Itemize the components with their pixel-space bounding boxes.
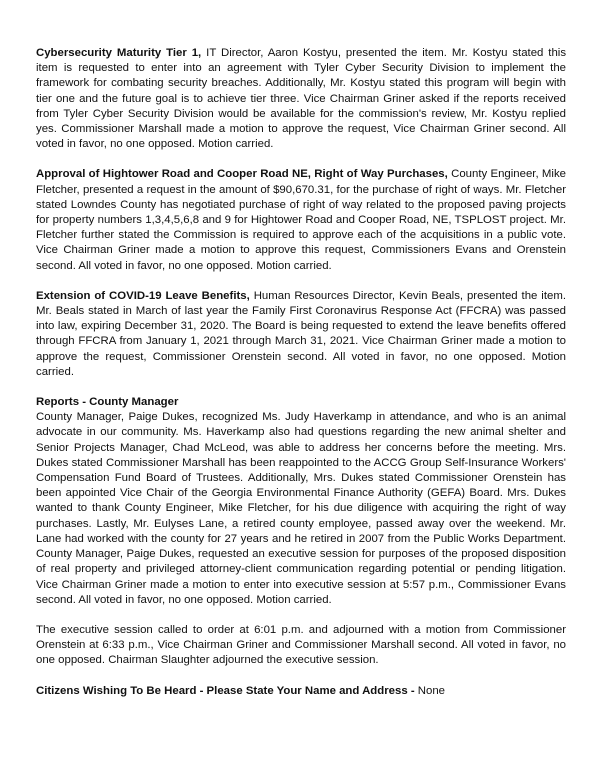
executive-session-body: The executive session called to order at 6:01 p.m. and adjourned with a motion from Commissioner Orenstein at 6:33 p.m., Vice Chairman Griner and Commissioner Marshall second. All voted in favor, no one opposed. Chairman Slaughter adjourned the executive session. — [36, 623, 566, 667]
covid-leave-title: Extension of COVID-19 Leave Benefits, — [36, 289, 250, 302]
right-of-way-item — [36, 167, 566, 273]
executive-session-paragraph — [36, 623, 566, 669]
reports-heading: Reports - County Manager — [36, 396, 179, 409]
cybersecurity-item — [36, 46, 566, 152]
reports-body: County Manager, Paige Dukes, recognized Ms. Judy Haverkamp in attendance, and who is an animal advocate in our community. Ms. Haverkamp also had questions regarding the new animal shelter and Senior Projects Manager, Chad McLeod, was able to address her concerns before the meeting. Mrs. Dukes stated Commissioner Marshall has been reappointed to the ACCG Group Self-Insurance Workers' Compensation Fund Board of Trustees. Additionally, Mrs. Dukes stated Commissioner Orenstein has been appointed Vice Chair of the Georgia Environmental Finance Authority (GEFA) Board. Mrs. Dukes wanted to thank County Engineer, Mike Fletcher, for his due diligence with acquiring the right of way purchases. Lastly, Mr. Eulyses Lane, a retired county employee, passed away over the weekend. Mr. Lane had worked with the county for 27 years and he retired in 2007 from the Public Works Department. County Manager, Paige Dukes, requested an executive session for purposes of the proposed disposition of real property and privileged attorney-client communication regarding potential or pending litigation. Vice Chairman Griner made a motion to enter into executive session at 5:57 p.m., Commissioner Evans second. All voted in favor, no one opposed. Motion carried. — [36, 411, 566, 606]
cybersecurity-body: IT Director, Aaron Kostyu, presented the item. Mr. Kostyu stated this item is requested to enter into an agreement with Tyler Cyber Security Division to implement the framework for combating security breaches. Additionally, Mr. Kostyu stated this program will begin with tier one and the future goal is to achieve tier three. Vice Chairman Griner asked if the reports received from Tyler Cyber Security Division would be available for the commission's review, Mr. Kostyu replied yes. Commissioner Marshall made a motion to approve the request, Vice Chairman Griner second. All voted in favor, no one opposed. Motion carried. — [36, 47, 567, 151]
covid-leave-body: Human Resources Director, Kevin Beals, presented the item. Mr. Beals stated in March of last year the Family First Coronavirus Response Act (FFCRA) was passed into law, expiring December 31, 2020. The Board is being requested to extend the leave benefits offered through FFCRA from January 1, 2021 through March 31, 2021. Vice Chairman Griner made a motion to approve the request, Commissioner Orenstein second. All voted in favor, no one opposed. Motion carried. — [36, 289, 566, 378]
right-of-way-body: County Engineer, Mike Fletcher, presented a request in the amount of $90,670.31, for the purchase of right of ways. Mr. Fletcher stated Lowndes County has negotiated purchase of right of way related to the proposed paving projects for property numbers 1,3,4,5,6,8 and 9 for Hightower Road and Cooper Road, NE, TSPLOST project. Mr. Fletcher further stated the Commission is required to approve each of the acquisitions in a public vote. Vice Chairman Griner made a motion to approve this request, Commissioners Evans and Orenstein second. All voted in favor, no one opposed. Motion carried. — [36, 168, 566, 272]
right-of-way-title: Approval of Hightower Road and Cooper Road NE, Right of Way Purchases, — [36, 168, 448, 181]
reports-section — [36, 395, 566, 608]
citizens-value: None — [414, 684, 446, 697]
cybersecurity-title: Cybersecurity Maturity Tier 1, — [36, 47, 202, 59]
citizens-heading: Citizens Wishing To Be Heard - Please State Your Name and Address - — [36, 684, 415, 697]
covid-leave-item — [36, 289, 566, 380]
citizens-section — [36, 684, 566, 699]
minutes-page — [36, 46, 566, 714]
